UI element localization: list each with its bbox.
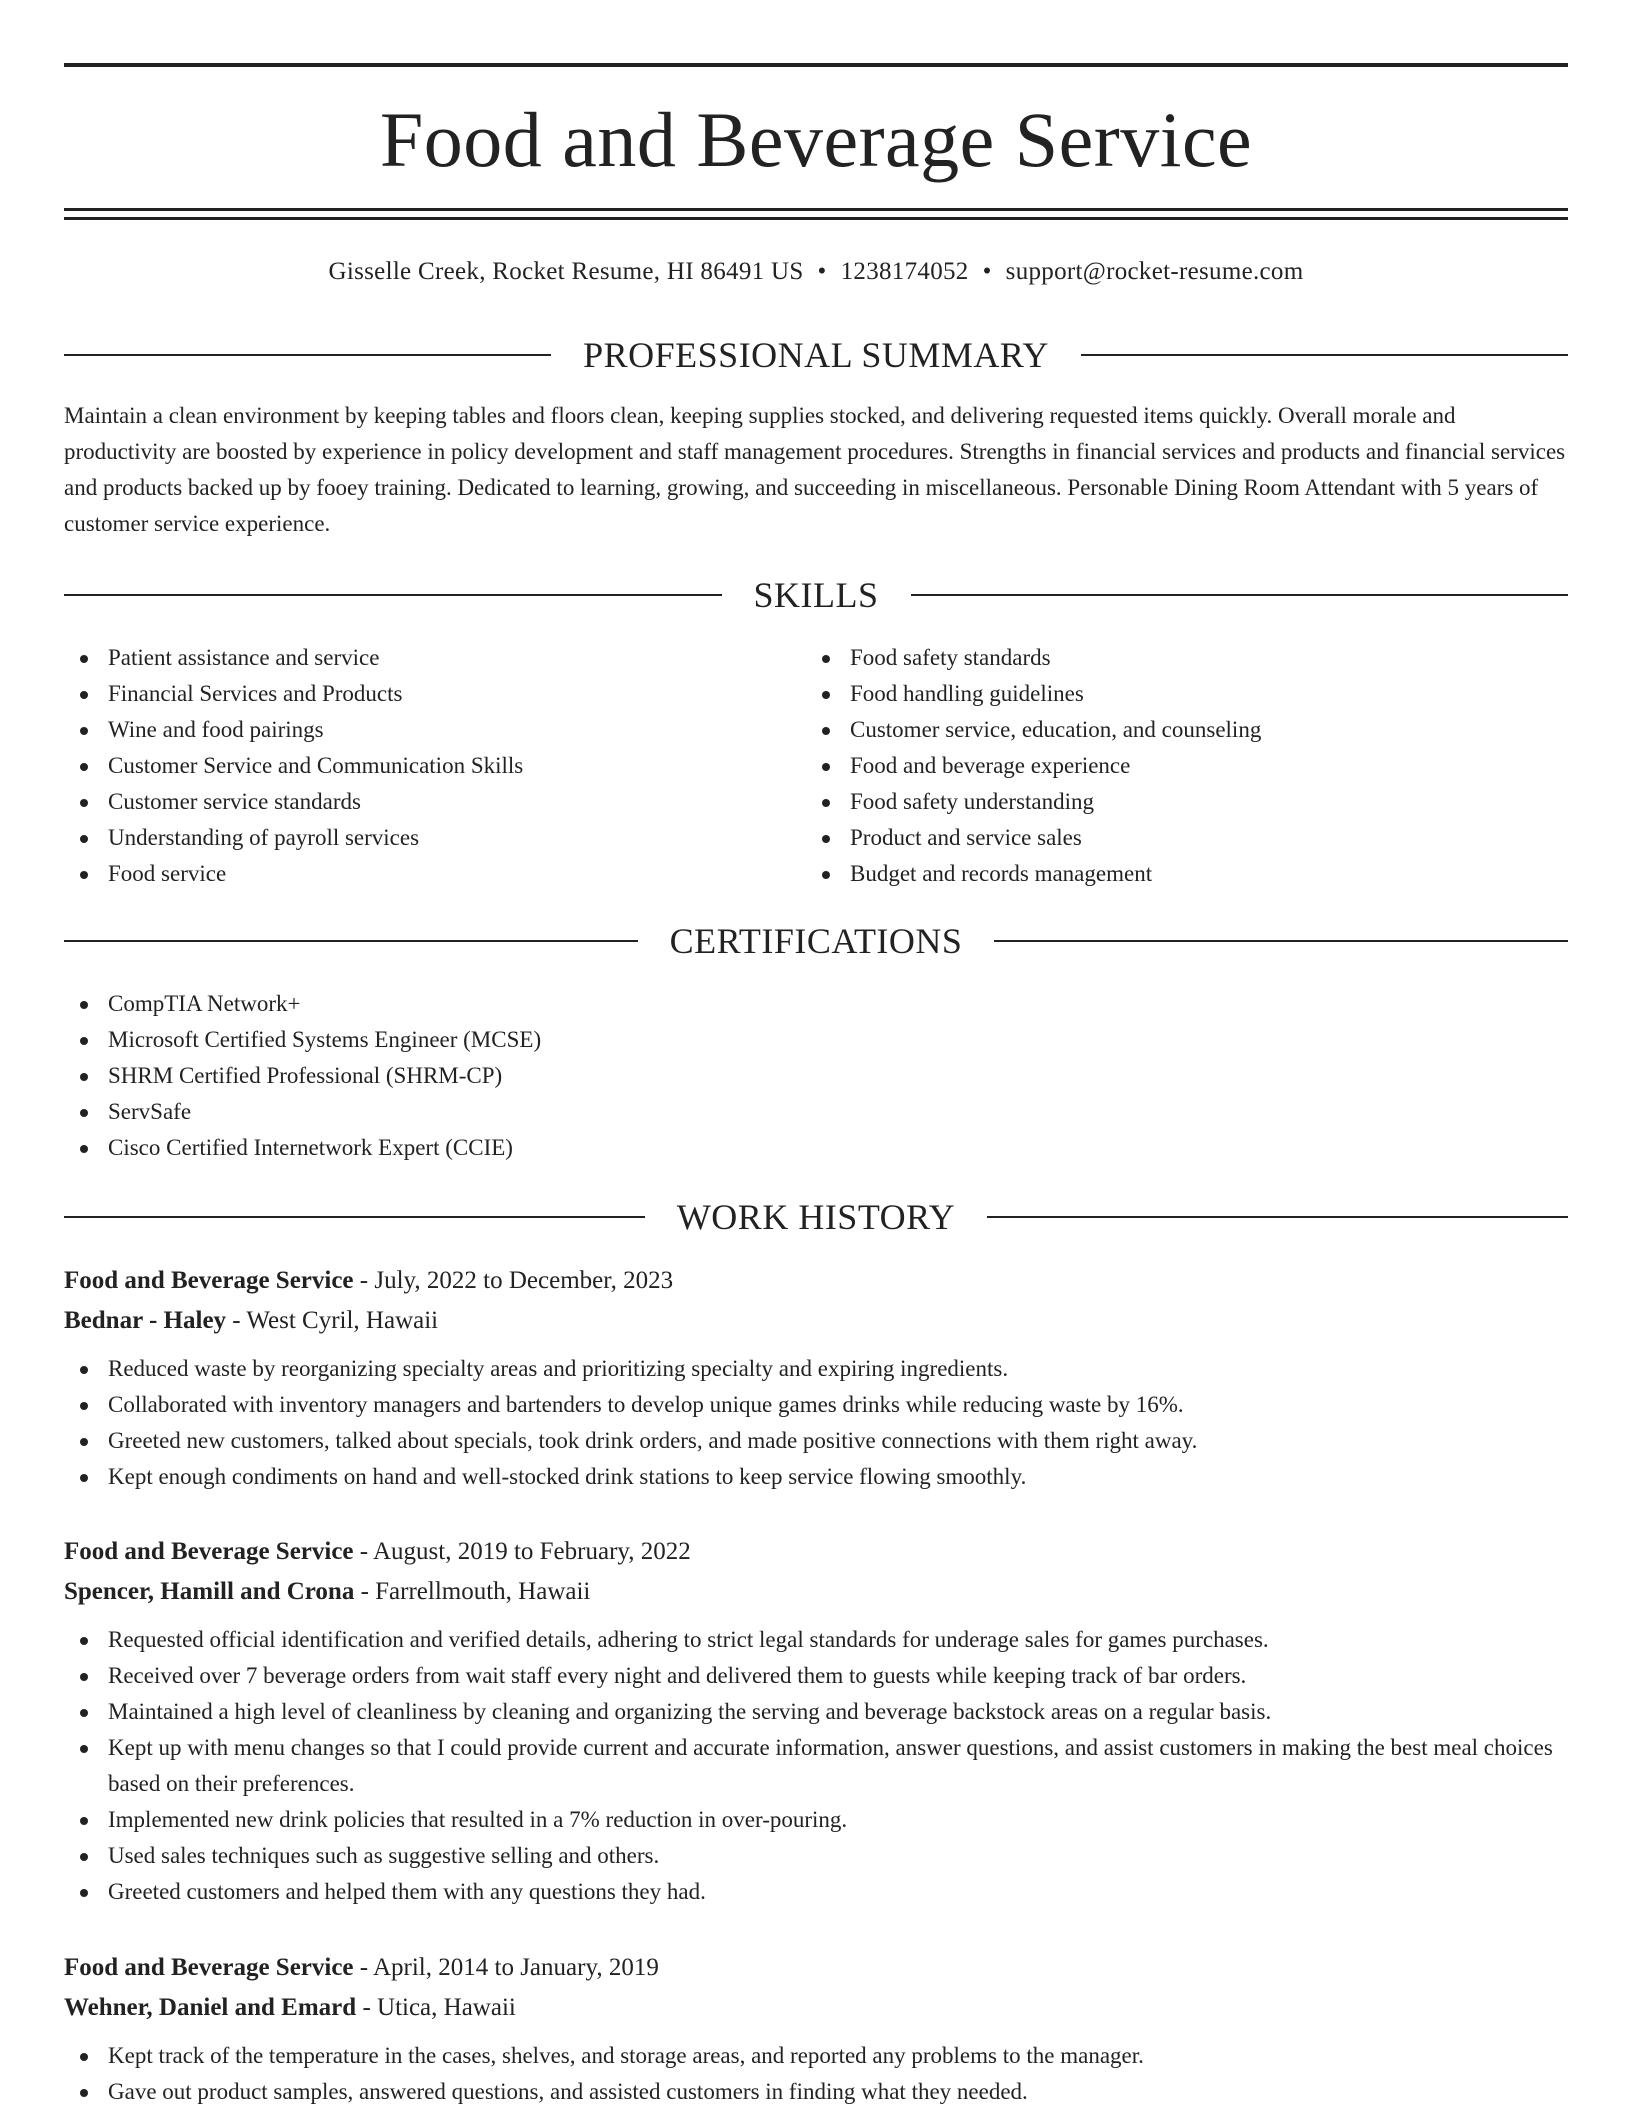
job-duty-item: Reduced waste by reorganizing specialty areas and prioritizing specialty and expiring ingredients. xyxy=(64,1351,1568,1387)
section-rule-left xyxy=(64,594,722,596)
job-company-line xyxy=(64,1301,1568,1341)
section-header-work-history xyxy=(64,1195,1568,1239)
job-duty-item: Kept up with menu changes so that I could provide current and accurate information, answer questions, and assist customers in making the best meal choices based on their preferences. xyxy=(64,1730,1568,1802)
job-location: - Utica, Hawaii xyxy=(356,1994,516,2021)
certification-item: CompTIA Network+ xyxy=(64,986,1064,1022)
skill-item: Wine and food pairings xyxy=(64,712,764,748)
skill-item: Food safety understanding xyxy=(806,784,1566,820)
job-entry xyxy=(64,1948,1568,2110)
contact-address: Gisselle Creek, Rocket Resume, HI 86491 US xyxy=(328,258,804,285)
job-company: Spencer, Hamill and Crona xyxy=(64,1578,355,1605)
job-dates: - April, 2014 to January, 2019 xyxy=(353,1954,659,1981)
job-duty-item: Gave out product samples, answered questions, and assisted customers in finding what they needed. xyxy=(64,2074,1568,2110)
contact-separator: • xyxy=(982,258,992,285)
job-title-line xyxy=(64,1261,1568,1301)
section-rule-left xyxy=(64,1216,645,1218)
section-rule-right xyxy=(994,940,1568,942)
job-duty-item: Collaborated with inventory managers and bartenders to develop unique games drinks while reducing waste by 16%. xyxy=(64,1387,1568,1423)
skill-item: Financial Services and Products xyxy=(64,676,764,712)
job-duty-item: Greeted customers and helped them with any questions they had. xyxy=(64,1874,1568,1910)
contact-separator: • xyxy=(817,258,827,285)
job-location: - West Cyril, Hawaii xyxy=(226,1307,439,1334)
certification-item: Cisco Certified Internetwork Expert (CCIE) xyxy=(64,1130,1064,1166)
job-duties-list xyxy=(64,1351,1568,1495)
section-rule-right xyxy=(987,1216,1568,1218)
job-entry xyxy=(64,1261,1568,1495)
job-duty-item: Maintained a high level of cleanliness by cleaning and organizing the serving and beverage backstock areas on a regular basis. xyxy=(64,1694,1568,1730)
skill-item: Customer Service and Communication Skills xyxy=(64,748,764,784)
job-title: Food and Beverage Service xyxy=(64,1954,354,1981)
skill-item: Food service xyxy=(64,856,764,892)
header-double-rule xyxy=(64,208,1568,220)
skill-item: Budget and records management xyxy=(806,856,1566,892)
section-header-summary xyxy=(64,333,1568,377)
section-title: SKILLS xyxy=(753,575,879,615)
skill-item: Food handling guidelines xyxy=(806,676,1566,712)
section-rule-right xyxy=(911,594,1569,596)
job-location: - Farrellmouth, Hawaii xyxy=(354,1578,591,1605)
job-duty-item: Used sales techniques such as suggestive selling and others. xyxy=(64,1838,1568,1874)
job-duty-item: Kept enough condiments on hand and well-stocked drink stations to keep service flowing smoothly. xyxy=(64,1459,1568,1495)
job-duty-item: Received over 7 beverage orders from wait staff every night and delivered them to guests while keeping track of bar orders. xyxy=(64,1658,1568,1694)
job-company: Wehner, Daniel and Emard xyxy=(64,1994,357,2021)
job-duty-item: Requested official identification and verified details, adhering to strict legal standards for underage sales for games purchases. xyxy=(64,1622,1568,1658)
skill-item: Patient assistance and service xyxy=(64,640,764,676)
section-header-skills xyxy=(64,573,1568,617)
skill-item: Food safety standards xyxy=(806,640,1566,676)
certification-item: ServSafe xyxy=(64,1094,1064,1130)
contact-email: support@rocket-resume.com xyxy=(1005,258,1304,285)
job-title-line xyxy=(64,1948,1568,1988)
job-title-line xyxy=(64,1532,1568,1572)
job-company-line xyxy=(64,1572,1568,1612)
job-title: Food and Beverage Service xyxy=(64,1538,354,1565)
certification-item: Microsoft Certified Systems Engineer (MCSE) xyxy=(64,1022,1064,1058)
contact-line xyxy=(64,254,1568,290)
skills-list-left xyxy=(64,640,764,892)
job-duties-list xyxy=(64,2038,1568,2110)
job-title: Food and Beverage Service xyxy=(64,1267,354,1294)
skill-item: Customer service standards xyxy=(64,784,764,820)
section-rule-right xyxy=(1081,354,1568,356)
job-dates: - August, 2019 to February, 2022 xyxy=(353,1538,691,1565)
section-title: CERTIFICATIONS xyxy=(669,921,963,961)
job-duty-item: Implemented new drink policies that resulted in a 7% reduction in over-pouring. xyxy=(64,1802,1568,1838)
section-rule-left xyxy=(64,354,551,356)
skills-list-right xyxy=(806,640,1566,892)
certifications-list xyxy=(64,986,1064,1166)
skill-item: Food and beverage experience xyxy=(806,748,1566,784)
header-top-rule xyxy=(64,63,1568,67)
skill-item: Customer service, education, and counseling xyxy=(806,712,1566,748)
section-title: PROFESSIONAL SUMMARY xyxy=(583,335,1049,375)
job-duties-list xyxy=(64,1622,1568,1910)
job-duty-item: Greeted new customers, talked about specials, took drink orders, and made positive connections with them right away. xyxy=(64,1423,1568,1459)
job-company-line xyxy=(64,1988,1568,2028)
certification-item: SHRM Certified Professional (SHRM-CP) xyxy=(64,1058,1064,1094)
job-company: Bednar - Haley xyxy=(64,1307,227,1334)
job-duty-item: Kept track of the temperature in the cases, shelves, and storage areas, and reported any problems to the manager. xyxy=(64,2038,1568,2074)
skill-item: Product and service sales xyxy=(806,820,1566,856)
section-rule-left xyxy=(64,940,638,942)
section-title: WORK HISTORY xyxy=(676,1197,956,1237)
resume-title: Food and Beverage Service xyxy=(379,96,1253,183)
section-header-certifications xyxy=(64,919,1568,963)
contact-phone: 1238174052 xyxy=(840,258,969,285)
summary-text: Maintain a clean environment by keeping tables and floors clean, keeping supplies stocked, and delivering requested items quickly. Overall morale and productivity are boosted by experience in policy development and staff management procedures. Strengths in financial services and products and financial services and products backed up by fooey training. Dedicated to learning, growing, and succeeding in miscellaneous. Personable Dining Room Attendant with 5 years of customer service experience. xyxy=(64,403,1566,536)
job-dates: - July, 2022 to December, 2023 xyxy=(353,1267,674,1294)
job-entry xyxy=(64,1532,1568,1910)
skill-item: Understanding of payroll services xyxy=(64,820,764,856)
